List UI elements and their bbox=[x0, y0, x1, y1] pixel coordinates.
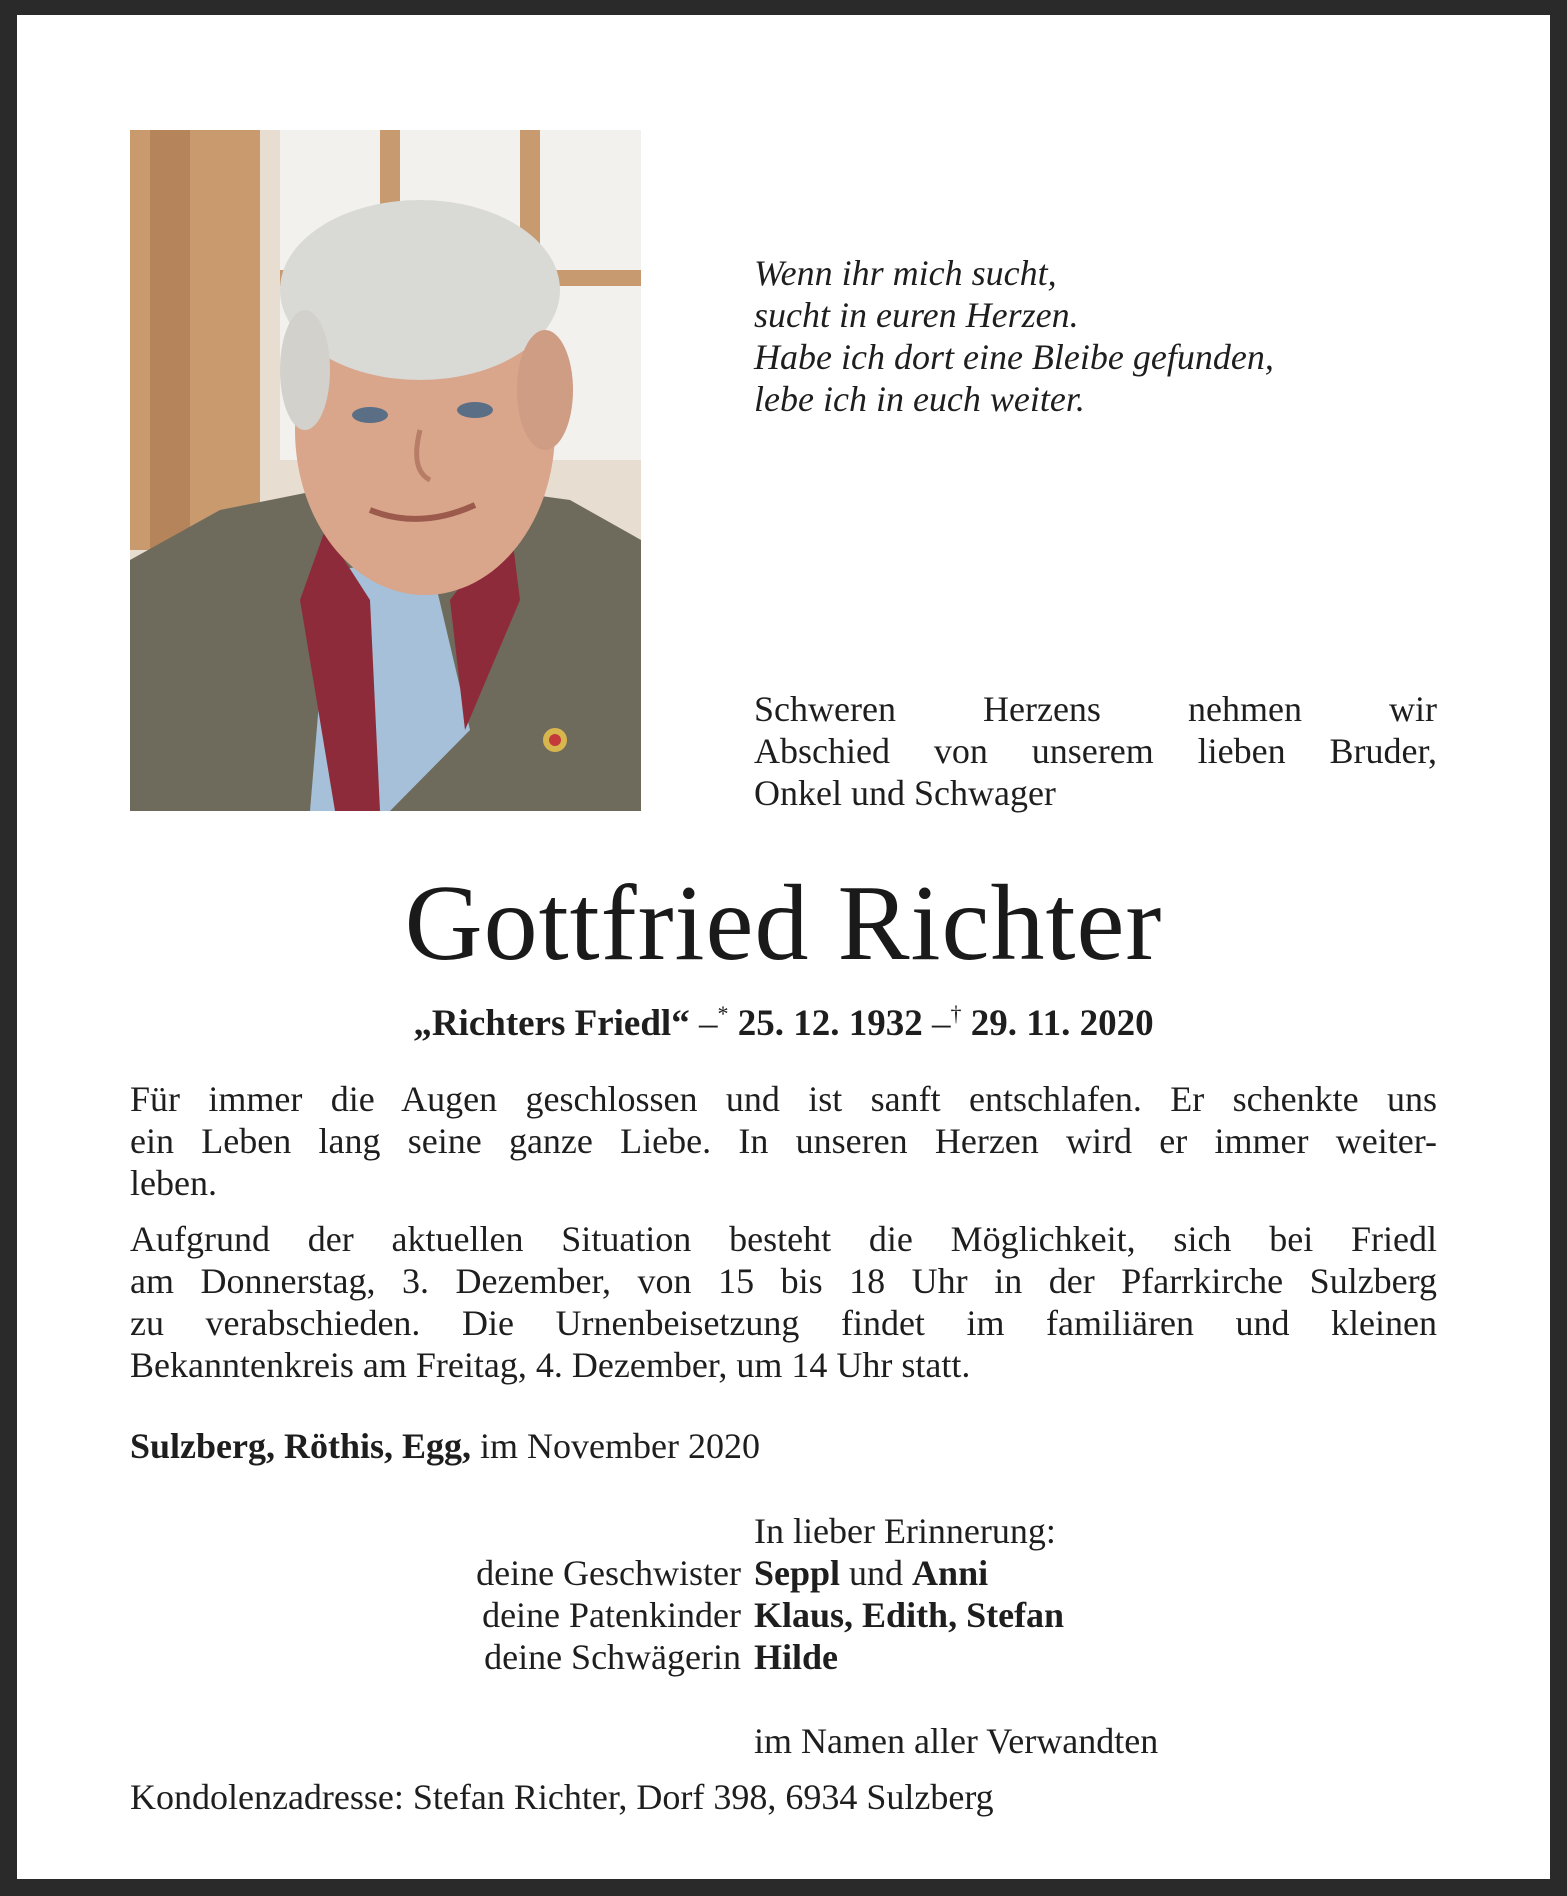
paragraph-line: ein Leben lang seine ganze Liebe. In unseren Herzen wird er immer weiter- bbox=[130, 1121, 1437, 1161]
birth-date: 25. 12. 1932 bbox=[737, 1003, 923, 1044]
intro-line: Abschied von unserem lieben Bruder, bbox=[754, 731, 1437, 771]
paragraph-remembrance bbox=[130, 1078, 1437, 1204]
family-row bbox=[0, 1552, 1567, 1594]
birth-symbol: * bbox=[717, 1001, 729, 1026]
nickname: „Richters Friedl“ bbox=[413, 1003, 690, 1044]
intro-line: Schweren Herzens nehmen wir bbox=[754, 689, 1437, 729]
poem bbox=[754, 252, 1394, 420]
relation-names bbox=[754, 1552, 988, 1594]
deceased-name: Gottfried Richter bbox=[404, 864, 1163, 983]
place-and-date bbox=[130, 1425, 760, 1467]
paragraph-line: leben. bbox=[130, 1163, 217, 1203]
condolence-address: Kondolenzadresse: Stefan Richter, Dorf 398, 6934 Sulzberg bbox=[130, 1777, 994, 1817]
relation-label: deine Geschwister bbox=[476, 1553, 741, 1593]
intro-line: Onkel und Schwager bbox=[754, 773, 1056, 813]
nickname-and-dates bbox=[0, 992, 1567, 1046]
paragraph-arrangements bbox=[130, 1218, 1437, 1386]
paragraph-line: Bekanntenkreis am Freitag, 4. Dezember, um 14 Uhr statt. bbox=[130, 1345, 971, 1385]
sibling-name: Seppl bbox=[754, 1553, 841, 1593]
portrait-photo bbox=[130, 130, 641, 811]
family-row bbox=[0, 1636, 1567, 1678]
paragraph-line: Für immer die Augen geschlossen und ist sanft entschlafen. Er schenkte uns bbox=[130, 1079, 1437, 1119]
family-list bbox=[0, 1552, 1567, 1678]
sisterinlaw-name: Hilde bbox=[754, 1637, 839, 1677]
relation-names bbox=[754, 1636, 838, 1678]
poem-line: lebe ich in euch weiter. bbox=[754, 379, 1085, 419]
sibling-name: Anni bbox=[912, 1553, 989, 1593]
relation-names bbox=[754, 1594, 1064, 1636]
farewell-intro bbox=[754, 688, 1437, 814]
family-row bbox=[0, 1594, 1567, 1636]
poem-line: sucht in euren Herzen. bbox=[754, 295, 1079, 335]
relation-label: deine Schwägerin bbox=[484, 1637, 741, 1677]
dash: – bbox=[931, 1003, 951, 1044]
poem-line: Wenn ihr mich sucht, bbox=[754, 253, 1057, 293]
poem-line: Habe ich dort eine Bleibe gefunden, bbox=[754, 337, 1274, 377]
death-date: 29. 11. 2020 bbox=[970, 1003, 1154, 1044]
godchildren-names: Klaus, Edith, Stefan bbox=[754, 1595, 1065, 1635]
relatives-line: im Namen aller Verwandten bbox=[754, 1721, 1159, 1761]
paragraph-line: Aufgrund der aktuellen Situation besteht die Möglichkeit, sich bei Friedl bbox=[130, 1219, 1437, 1259]
death-symbol: † bbox=[950, 1001, 962, 1026]
date: im November 2020 bbox=[480, 1426, 760, 1466]
paragraph-line: zu verabschieden. Die Urnenbeisetzung findet im familiären und kleinen bbox=[130, 1303, 1437, 1343]
relation-label: deine Patenkinder bbox=[482, 1595, 741, 1635]
conjunction: und bbox=[849, 1553, 904, 1593]
places: Sulzberg, Röthis, Egg, bbox=[130, 1426, 472, 1466]
paragraph-line: am Donnerstag, 3. Dezember, von 15 bis 18 Uhr in der Pfarrkirche Sulzberg bbox=[130, 1261, 1437, 1301]
dash: – bbox=[698, 1003, 718, 1044]
portrait-illustration bbox=[130, 130, 641, 811]
memory-heading: In lieber Erinnerung: bbox=[754, 1511, 1056, 1551]
